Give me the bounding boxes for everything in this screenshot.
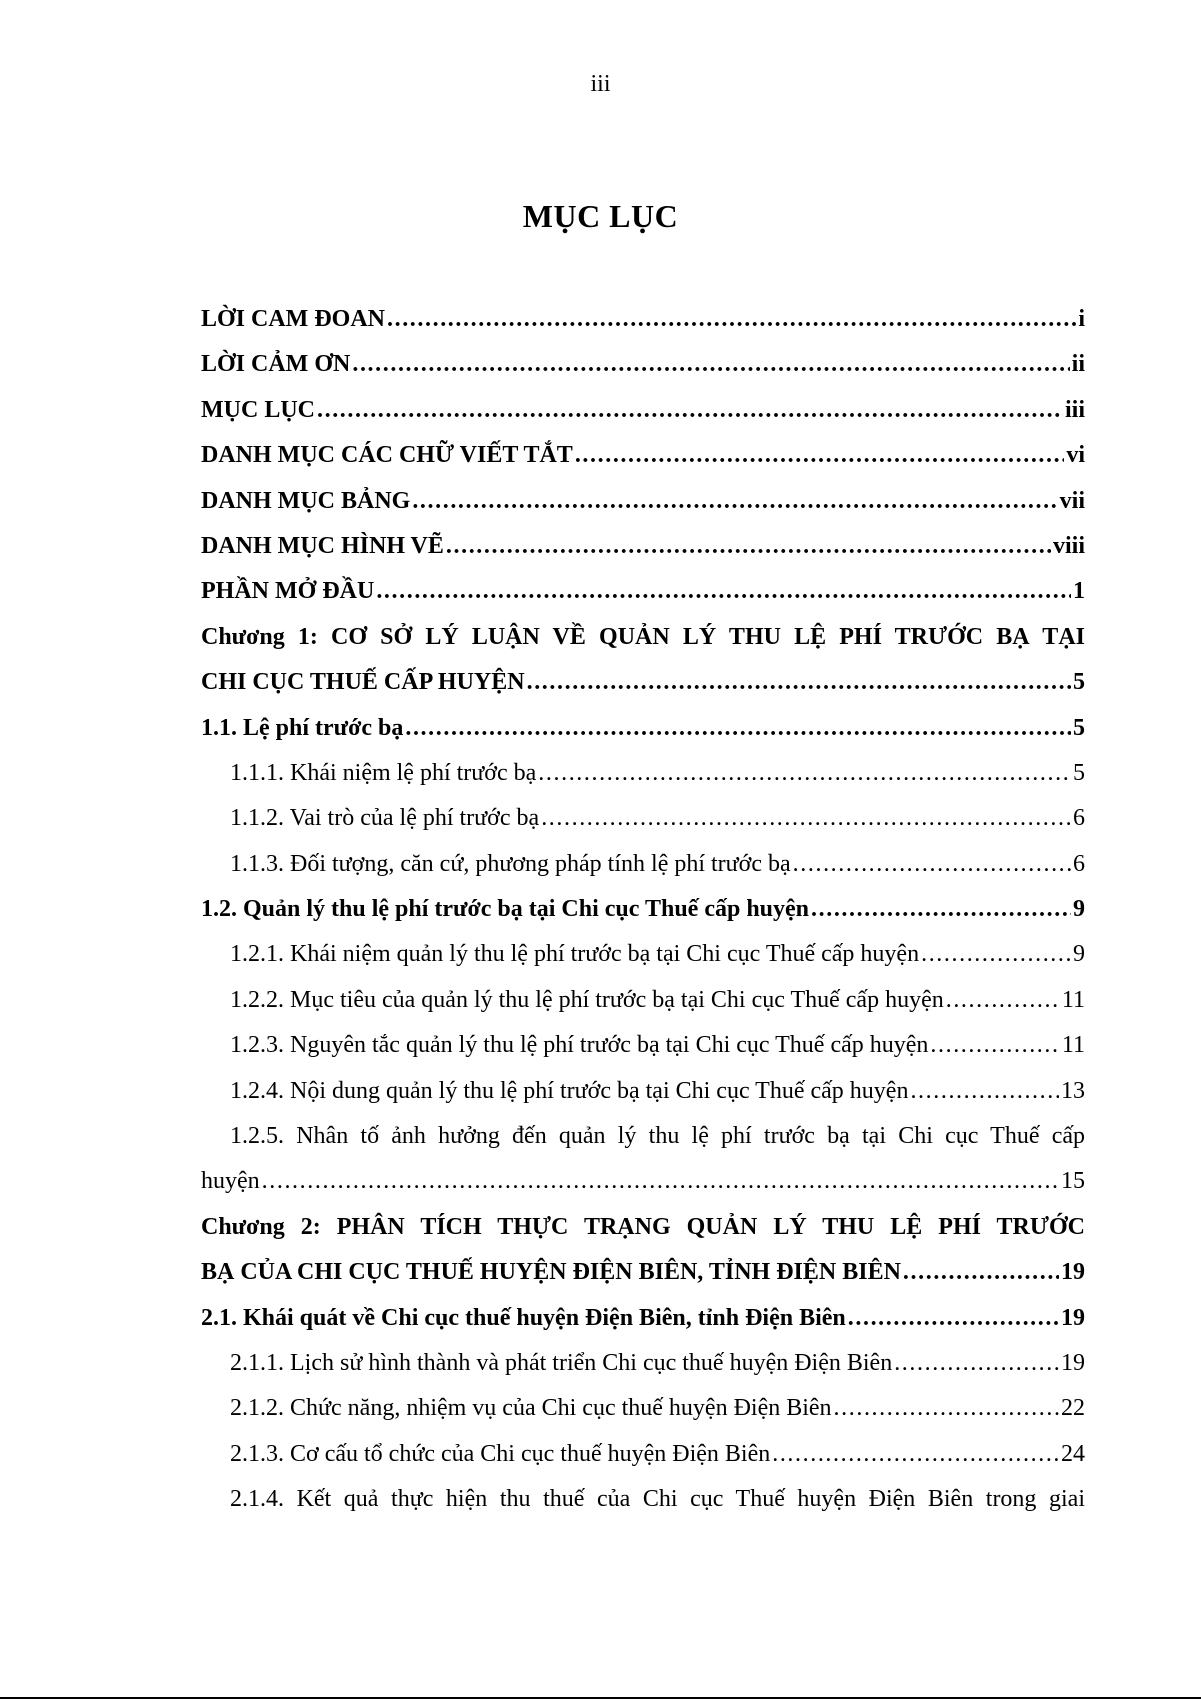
toc-entry-label: 1.2.4. Nội dung quản lý thu lệ phí trước bạ tại Chi cục Thuế cấp huyện	[230, 1077, 909, 1104]
dot-leader	[412, 479, 1057, 524]
dot-leader	[946, 978, 1060, 1023]
table-of-contents	[201, 297, 1085, 1523]
toc-entry-label: Chương 1: CƠ SỞ LÝ LUẬN VỀ QUẢN LÝ THU LỆ PHÍ TRƯỚC BẠ TẠI	[201, 623, 1085, 650]
toc-entry-1-2-5-line-1[interactable]	[201, 1114, 1085, 1159]
toc-entry-1-2-3[interactable]	[201, 1023, 1085, 1068]
dot-leader	[575, 433, 1065, 478]
dot-leader	[772, 1432, 1059, 1477]
toc-entry-page: 6	[1073, 805, 1085, 832]
toc-entry-page: 19	[1061, 1304, 1085, 1331]
toc-entry-danh-muc-hinh-ve[interactable]	[201, 524, 1085, 569]
toc-entry-page: 24	[1061, 1440, 1085, 1467]
dot-leader	[262, 1159, 1059, 1204]
toc-entry-page: 11	[1061, 1032, 1085, 1059]
toc-entry-danh-muc-bang[interactable]	[201, 479, 1085, 524]
toc-entry-phan-mo-dau[interactable]	[201, 569, 1085, 614]
dot-leader	[848, 1296, 1059, 1341]
toc-entry-page: ii	[1071, 351, 1085, 378]
toc-title: MỤC LỤC	[522, 198, 679, 234]
toc-entry-label: CHI CỤC THUẾ CẤP HUYỆN	[201, 669, 525, 696]
toc-entry-label: 1.1.3. Đối tượng, căn cứ, phương pháp tính lệ phí trước bạ	[230, 850, 791, 877]
dot-leader	[910, 1069, 1059, 1114]
toc-entry-chuong-1[interactable]	[201, 660, 1085, 705]
toc-entry-label: LỜI CAM ĐOAN	[201, 306, 385, 332]
toc-entry-1-2[interactable]	[201, 887, 1085, 932]
toc-entry-page: 19	[1061, 1349, 1085, 1376]
dot-leader	[538, 751, 1071, 796]
toc-entry-label: 1.2. Quản lý thu lệ phí trước bạ tại Chi cục Thuế cấp huyện	[201, 896, 810, 923]
toc-entry-page: 5	[1073, 669, 1085, 696]
toc-entry-page: 13	[1061, 1077, 1085, 1104]
toc-entry-label: 2.1.3. Cơ cấu tổ chức của Chi cục thuế huyện Điện Biên	[230, 1440, 771, 1467]
toc-entry-label: 1.2.1. Khái niệm quản lý thu lệ phí trước bạ tại Chi cục Thuế cấp huyện	[230, 941, 920, 968]
dot-leader	[527, 660, 1071, 705]
dot-leader	[541, 796, 1071, 841]
toc-entry-label: Chương 2: PHÂN TÍCH THỰC TRẠNG QUẢN LÝ THU LỆ PHÍ TRƯỚC	[201, 1213, 1085, 1240]
dot-leader	[903, 1250, 1059, 1295]
toc-entry-label: huyện	[201, 1168, 260, 1195]
toc-entry-page: 9	[1073, 896, 1085, 923]
toc-entry-1-1-3[interactable]	[201, 842, 1085, 887]
toc-entry-1-2-2[interactable]	[201, 978, 1085, 1023]
toc-entry-page: 22	[1061, 1395, 1085, 1422]
toc-entry-chuong-2-line-1[interactable]	[201, 1205, 1085, 1250]
toc-entry-1-2-5[interactable]	[201, 1159, 1085, 1204]
toc-entry-page: 6	[1073, 850, 1085, 877]
toc-entry-page: 1	[1073, 578, 1085, 605]
dot-leader	[317, 388, 1063, 433]
toc-entry-label: 2.1.1. Lịch sử hình thành và phát triển Chi cục thuế huyện Điện Biên	[230, 1349, 893, 1376]
dot-leader	[793, 842, 1071, 887]
toc-entry-label: PHẦN MỞ ĐẦU	[201, 578, 375, 605]
toc-entry-1-1-2[interactable]	[201, 796, 1085, 841]
toc-entry-muc-luc[interactable]	[201, 388, 1085, 433]
toc-entry-page: 11	[1061, 986, 1085, 1013]
toc-entry-loi-cam-on[interactable]	[201, 342, 1085, 387]
toc-entry-page: 5	[1073, 714, 1085, 741]
toc-entry-chuong-1-line-1[interactable]	[201, 615, 1085, 660]
toc-entry-label: MỤC LỤC	[201, 396, 315, 423]
toc-entry-1-2-4[interactable]	[201, 1069, 1085, 1114]
toc-entry-label: LỜI CẢM ƠN	[201, 351, 351, 378]
page-number: iii	[590, 71, 611, 97]
toc-entry-danh-muc-chu-viet-tat[interactable]	[201, 433, 1085, 478]
toc-entry-page: iii	[1064, 396, 1085, 423]
toc-entry-label: 1.2.2. Mục tiêu của quản lý thu lệ phí trước bạ tại Chi cục Thuế cấp huyện	[230, 986, 944, 1013]
dot-leader	[446, 524, 1051, 569]
toc-entry-label: 1.2.3. Nguyên tắc quản lý thu lệ phí trước bạ tại Chi cục Thuế cấp huyện	[230, 1032, 929, 1059]
dot-leader	[930, 1023, 1059, 1068]
toc-entry-1-1[interactable]	[201, 706, 1085, 751]
toc-entry-page: 19	[1061, 1259, 1085, 1286]
toc-entry-label: DANH MỤC HÌNH VẼ	[201, 532, 444, 559]
toc-entry-1-2-1[interactable]	[201, 932, 1085, 977]
toc-entry-label: 1.2.5. Nhân tố ảnh hưởng đến quản lý thu lệ phí trước bạ tại Chi cục Thuế cấp	[230, 1123, 1085, 1150]
dot-leader	[811, 887, 1071, 932]
toc-entry-page: 5	[1073, 759, 1085, 786]
toc-entry-2-1-4-line-1[interactable]	[201, 1477, 1085, 1522]
toc-entry-page: viii	[1052, 532, 1085, 559]
toc-entry-label: DANH MỤC CÁC CHỮ VIẾT TẮT	[201, 442, 573, 469]
dot-leader	[921, 932, 1071, 977]
dot-leader	[894, 1341, 1059, 1386]
dot-leader	[405, 706, 1071, 751]
toc-entry-page: vi	[1066, 442, 1085, 469]
toc-entry-label: 1.1. Lệ phí trước bạ	[201, 714, 404, 741]
toc-entry-1-1-1[interactable]	[201, 751, 1085, 796]
dot-leader	[387, 297, 1076, 342]
toc-entry-page: 15	[1061, 1168, 1085, 1195]
toc-entry-label: BẠ CỦA CHI CỤC THUẾ HUYỆN ĐIỆN BIÊN, TỈNH ĐIỆN BIÊN	[201, 1259, 901, 1286]
toc-entry-label: 2.1. Khái quát về Chi cục thuế huyện Điện Biên, tỉnh Điện Biên	[201, 1304, 846, 1331]
toc-entry-2-1[interactable]	[201, 1296, 1085, 1341]
dot-leader	[376, 569, 1071, 614]
toc-entry-label: 2.1.4. Kết quả thực hiện thu thuế của Chi cục Thuế huyện Điện Biên trong giai	[230, 1486, 1085, 1513]
toc-entry-2-1-2[interactable]	[201, 1386, 1085, 1431]
toc-entry-label: DANH MỤC BẢNG	[201, 487, 411, 514]
toc-entry-label: 2.1.2. Chức năng, nhiệm vụ của Chi cục thuế huyện Điện Biên	[230, 1395, 832, 1422]
toc-entry-page: 9	[1073, 941, 1085, 968]
toc-entry-page: i	[1078, 306, 1085, 332]
toc-entry-label: 1.1.2. Vai trò của lệ phí trước bạ	[230, 805, 540, 832]
dot-leader	[352, 342, 1069, 387]
toc-entry-page: vii	[1059, 487, 1085, 514]
toc-entry-chuong-2[interactable]	[201, 1250, 1085, 1295]
toc-entry-2-1-3[interactable]	[201, 1432, 1085, 1477]
toc-entry-2-1-1[interactable]	[201, 1341, 1085, 1386]
dot-leader	[834, 1386, 1059, 1431]
toc-entry-label: 1.1.1. Khái niệm lệ phí trước bạ	[230, 759, 537, 786]
toc-entry-loi-cam-doan[interactable]	[201, 297, 1085, 342]
